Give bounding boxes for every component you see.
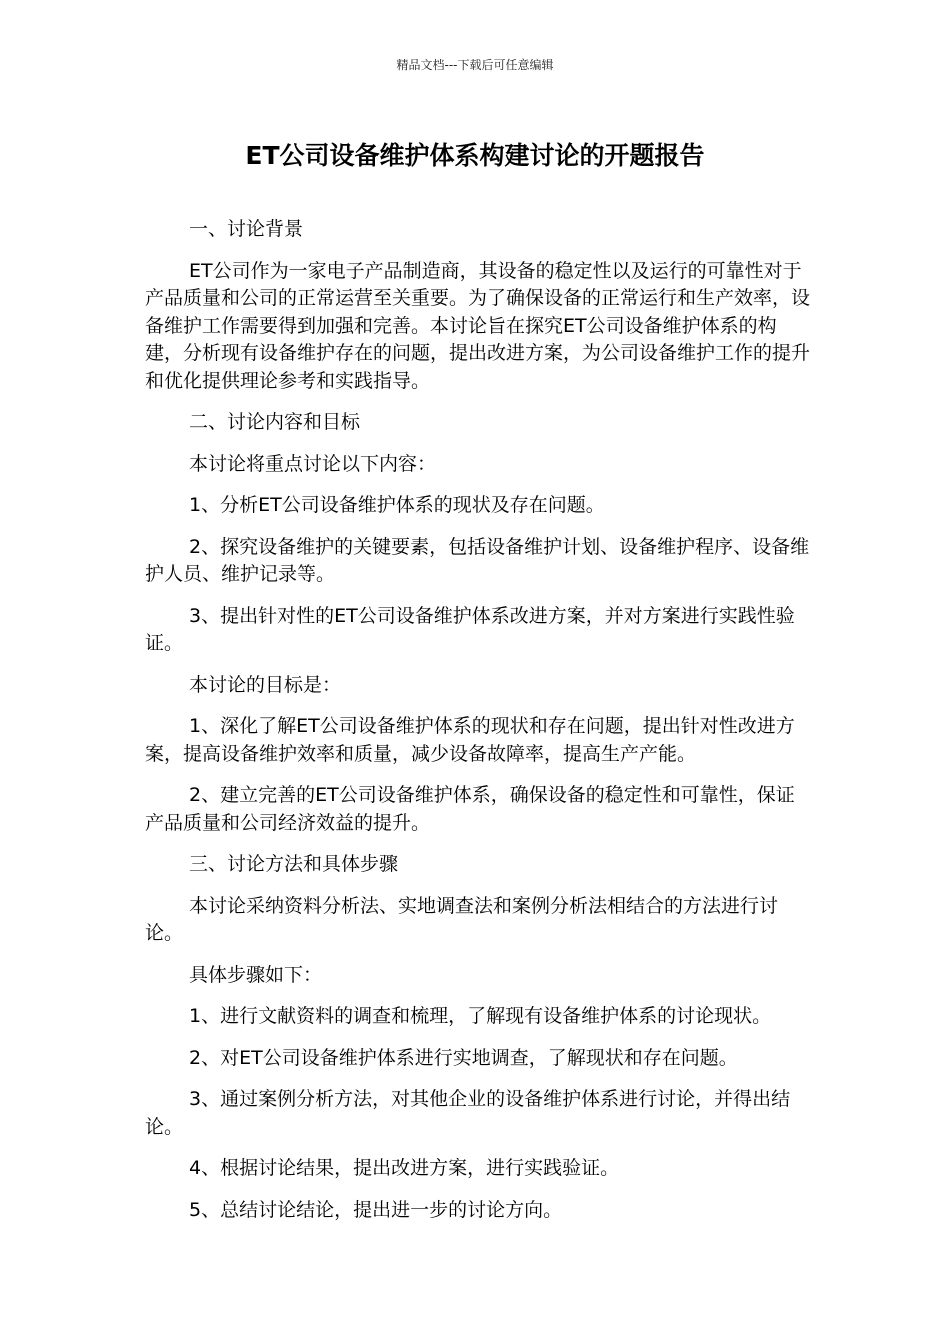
paragraph-background: ET公司作为一家电子产品制造商，其设备的稳定性以及运行的可靠性对于产品质量和公司的正常运营至关重要。为了确保设备的正常运行和生产效率，设备维护工作需要得到加强和完善。本讨论旨在探究ET公司设备维护体系的构建，分析现有设备维护存在的问题，提出改进方案，为公司设备维护工作的提升和优化提供理论参考和实践指导。 [145,259,811,392]
paragraph-content-intro: 本讨论将重点讨论以下内容： [189,452,437,475]
list-item-step-1: 1、进行文献资料的调查和梳理，了解现有设备维护体系的讨论现状。 [189,1005,772,1027]
section-heading-background: 一、讨论背景 [189,218,304,240]
list-item-goal-2: 2、建立完善的ET公司设备维护体系，确保设备的稳定性和可靠性，保证产品质量和公司经济效益的提升。 [145,784,795,834]
list-item-content-3: 3、提出针对性的ET公司设备维护体系改进方案，并对方案进行实践性验证。 [145,604,795,654]
document-body [145,216,810,1238]
list-item-step-5: 5、总结讨论结论，提出进一步的讨论方向。 [189,1198,563,1221]
paragraph-goals-intro: 本讨论的目标是： [189,673,342,696]
paragraph-steps-intro: 具体步骤如下： [189,963,323,986]
list-item-goal-1: 1、深化了解ET公司设备维护体系的现状和存在问题，提出针对性改进方案，提高设备维护效率和质量，减少设备故障率，提高生产产能。 [145,715,795,765]
list-item-step-4: 4、根据讨论结果，提出改进方案，进行实践验证。 [189,1157,620,1179]
list-item-step-2: 2、对ET公司设备维护体系进行实地调查，了解现状和存在问题。 [189,1046,738,1069]
paragraph-methods: 本讨论采纳资料分析法、实地调查法和案例分析法相结合的方法进行讨论。 [145,894,779,944]
page-header: 精品文档---下载后可任意编辑 [396,58,554,72]
list-item-content-1: 1、分析ET公司设备维护体系的现状及存在问题。 [189,494,605,516]
document-title: ET公司设备维护体系构建讨论的开题报告 [245,141,705,170]
list-item-step-3: 3、通过案例分析方法，对其他企业的设备维护体系进行讨论，并得出结论。 [145,1088,791,1138]
section-heading-methods: 三、讨论方法和具体步骤 [189,853,399,875]
list-item-content-2: 2、探究设备维护的关键要素，包括设备维护计划、设备维护程序、设备维护人员、维护记录等。 [145,535,810,585]
section-heading-content-goals: 二、讨论内容和目标 [189,411,361,433]
